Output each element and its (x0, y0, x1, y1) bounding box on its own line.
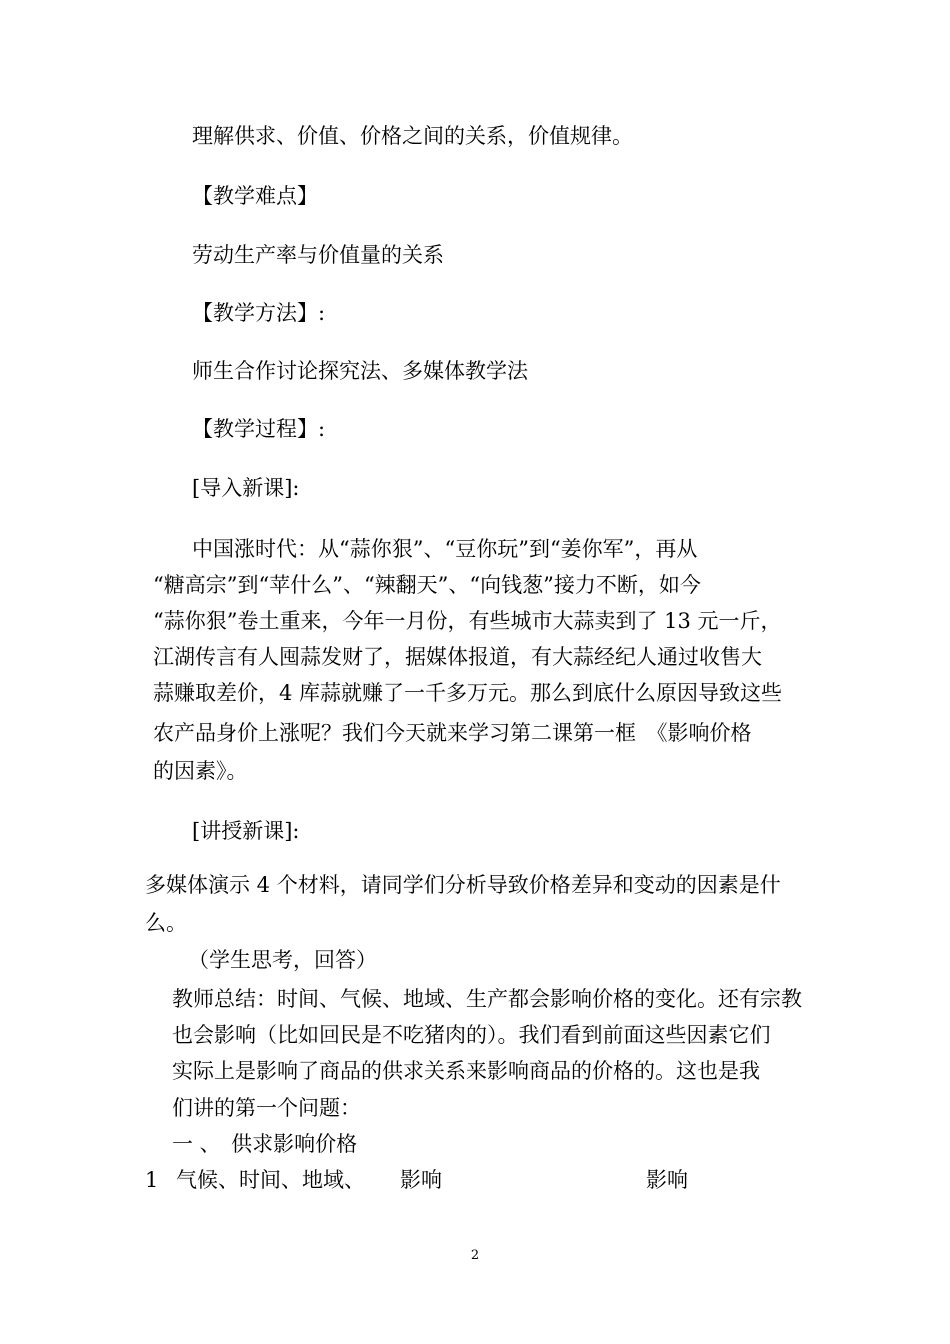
item-text: 气候、时间、地域、 (176, 1168, 365, 1192)
method-heading: 【教学方法】: (192, 301, 326, 325)
item-affect-label: 影响 (400, 1168, 442, 1192)
intro-line: 蒜赚取差价，4 库蒜就赚了一千多万元。那么到底什么原因导致这些 (153, 681, 783, 705)
summary-line: 教师总结：时间、气候、地域、生产都会影响价格的变化。还有宗教 (172, 987, 802, 1011)
section-heading: 一 、 供求影响价格 (172, 1132, 358, 1156)
item-affect-label: 影响 (646, 1168, 688, 1192)
intro-line: 农产品身价上涨呢？我们今天就来学习第二课第一框 《影响价格 (153, 721, 752, 745)
intro-line: 的因素》。 (153, 759, 248, 783)
difficulty-text: 劳动生产率与价值量的关系 (192, 243, 444, 267)
difficulty-heading: 【教学难点】 (192, 184, 318, 208)
multimedia-line: 么。 (145, 911, 187, 935)
intro-line: 中国涨时代：从“蒜你狠”、“豆你玩”到“姜你军”，再从 (192, 537, 698, 561)
key-point-text: 理解供求、价值、价格之间的关系，价值规律。 (192, 124, 633, 148)
summary-line: 也会影响（比如回民是不吃猪肉的）。我们看到前面这些因素它们 (172, 1023, 771, 1047)
process-heading: 【教学过程】: (192, 417, 326, 441)
intro-line: “蒜你狠”卷土重来，今年一月份，有些城市大蒜卖到了 13 元一斤， (153, 609, 782, 633)
intro-line: 江湖传言有人囤蒜发财了，据媒体报道，有大蒜经纪人通过收售大 (153, 645, 762, 669)
method-text: 师生合作讨论探究法、多媒体教学法 (192, 359, 528, 383)
student-note: （学生思考，回答） (188, 948, 377, 972)
summary-line: 们讲的第一个问题： (172, 1096, 361, 1120)
intro-line: “糖高宗”到“苹什么”、“辣翻天”、“向钱葱”接力不断，如今 (153, 573, 701, 597)
lecture-heading: [讲授新课]: (192, 819, 300, 843)
summary-line: 实际上是影响了商品的供求关系来影响商品的价格的。这也是我 (172, 1059, 760, 1083)
item-number: 1 (145, 1168, 159, 1192)
multimedia-line: 多媒体演示 4 个材料，请同学们分析导致价格差异和变动的因素是什 (145, 873, 781, 897)
page-number: 2 (470, 1248, 480, 1263)
intro-heading: [导入新课]: (192, 476, 300, 500)
